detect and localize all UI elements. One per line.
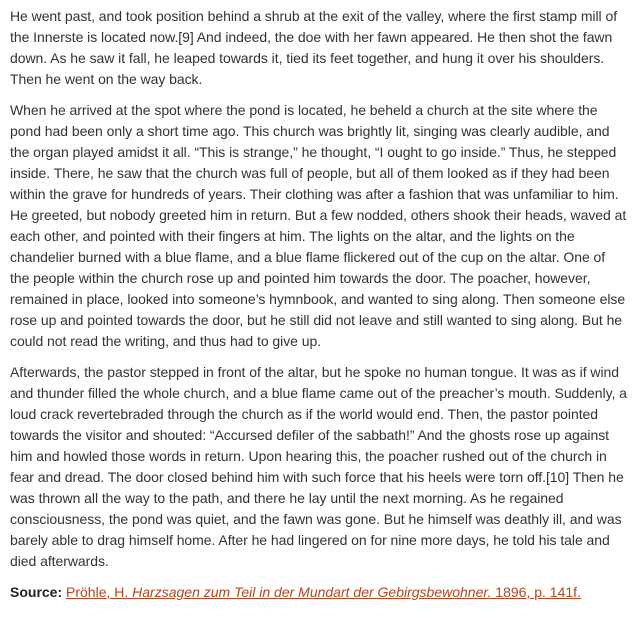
source-link-prefix: Pröhle, H. [66,584,133,600]
source-line [10,582,627,603]
source-link-suffix: 1896, p. 141f. [491,584,581,600]
source-link-title: Harzsagen zum Teil in der Mundart der Gebirgsbewohner. [132,584,492,600]
source-link[interactable] [66,584,581,600]
paragraph-2: When he arrived at the spot where the pond is located, he beheld a church at the site where the pond had been only a short time ago. This church was brightly lit, singing was clearly audible, and the organ played amidst it all. “This is strange,” he thought, “I ought to go inside.” Thus, he stepped inside. There, he saw that the church was full of people, but all of them looked as if they had been within the grave for hundreds of years. Their clothing was after a fashion that was unfamiliar to him. He greeted, but nobody greeted him in return. But a few nodded, others shook their heads, waved at each other, and pointed with their fingers at him. The lights on the altar, and the lights on the chandelier burned with a blue flame, and a blue flame flickered out of the cup on the altar. One of the people within the church rose up and pointed him towards the door. The poacher, however, remained in place, looked into someone’s hymnbook, and wanted to sing along. Then someone else rose up and pointed towards the door, but he still did not leave and still wanted to sing along. But he could not read the writing, and thus had to give up. [10,102,627,349]
paragraph-3: Afterwards, the pastor stepped in front of the altar, but he spoke no human tongue. It was as if wind and thunder filled the whole church, and a blue flame came out of the preacher’s mouth. Suddenly, a loud crack revertebraded through the church as if the world would end. Then, the pastor pointed towards the visitor and shouted: “Accursed defiler of the sabbath!” And the ghosts rose up against him and howled those words in return. Upon hearing this, the poacher rushed out of the church in fear and dread. The door closed behind him with such force that his heels were torn off.[10] Then he was thrown all the way to the path, and there he lay until the next morning. As he regained consciousness, the pond was quiet, and the fawn was gone. But he himself was deathly ill, and was barely able to drag himself home. After he had lingered on for nine more days, he told his tale and died afterwards. [10,364,627,569]
paragraph-1: He went past, and took position behind a shrub at the exit of the valley, where the first stamp mill of the Innerste is located now.[9] And indeed, the doe with her fawn appeared. He then shot the fawn down. As he saw it fall, he leaped towards it, tied its feet together, and hung it over his shoulders. Then he went on the way back. [10,8,618,87]
source-label: Source: [10,584,63,600]
